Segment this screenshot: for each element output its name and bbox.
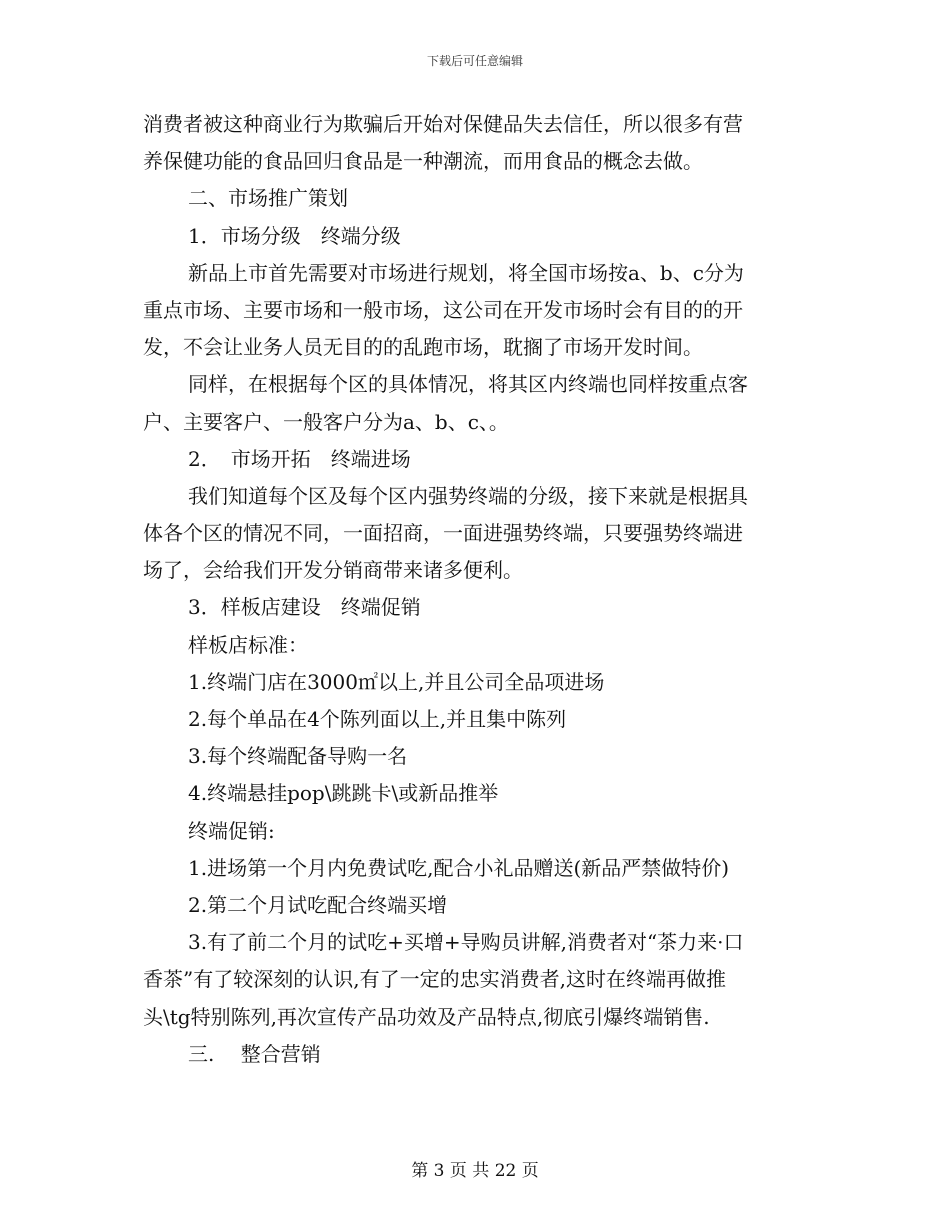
list-item: 3.每个终端配备导购一名 xyxy=(188,744,408,769)
paragraph-line: 同样，在根据每个区的具体情况，将其区内终端也同样按重点客 xyxy=(188,372,748,397)
list-item: 2.第二个月试吃配合终端买增 xyxy=(188,892,448,917)
list-item: 3.有了前二个月的试吃+买增+导购员讲解,消费者对“茶力来·口 xyxy=(188,930,744,955)
paragraph-line: 体各个区的情况不同，一面招商，一面进强势终端，只要强势终端进 xyxy=(143,521,743,546)
page-header: 下载后可任意编辑 xyxy=(426,54,523,68)
paragraph-line: 养保健功能的食品回归食品是一种潮流，而用食品的概念去做。 xyxy=(143,149,703,174)
paragraph-line: 香茶”有了较深刻的认识,有了一定的忠实消费者,这时在终端再做推 xyxy=(143,967,726,992)
list-item: 1.终端门店在3000㎡以上,并且公司全品项进场 xyxy=(188,669,605,694)
subsection-heading: 3．样板店建设 终端促销 xyxy=(188,595,421,620)
paragraph-line: 我们知道每个区及每个区内强势终端的分级，接下来就是根据具 xyxy=(188,483,748,508)
page-footer: 第 3 页 共 22 页 xyxy=(411,1161,539,1181)
paragraph-line: 户、主要客户、一般客户分为a、b、c、。 xyxy=(143,409,509,434)
document-body xyxy=(143,106,807,1073)
list-item: 4.终端悬挂pop\跳跳卡\或新品推举 xyxy=(188,781,499,806)
subsection-heading: 2． 市场开拓 终端进场 xyxy=(188,446,411,471)
list-item: 2.每个单品在4个陈列面以上,并且集中陈列 xyxy=(188,707,567,731)
paragraph-line: 重点市场、主要市场和一般市场，这公司在开发市场时会有目的的开 xyxy=(143,297,743,322)
paragraph-line: 场了，会给我们开发分销商带来诸多便利。 xyxy=(143,558,523,583)
section-heading: 三. 整合营销 xyxy=(188,1041,321,1066)
list-title: 终端促销: xyxy=(188,818,275,843)
list-title: 样板店标准： xyxy=(188,632,308,657)
subsection-heading: 1．市场分级 终端分级 xyxy=(188,223,401,248)
paragraph-line: 消费者被这种商业行为欺骗后开始对保健品失去信任，所以很多有营 xyxy=(143,112,743,136)
section-heading: 二、市场推广策划 xyxy=(188,186,348,211)
list-item: 1.进场第一个月内免费试吃,配合小礼品赠送(新品严禁做特价) xyxy=(188,855,730,880)
paragraph-line: 头\tg特别陈列,再次宣传产品功效及产品特点,彻底引爆终端销售. xyxy=(143,1004,710,1029)
paragraph-line: 新品上市首先需要对市场进行规划，将全国市场按a、b、c分为 xyxy=(188,260,744,285)
paragraph-line: 发，不会让业务人员无目的的乱跑市场，耽搁了市场开发时间。 xyxy=(143,335,703,360)
